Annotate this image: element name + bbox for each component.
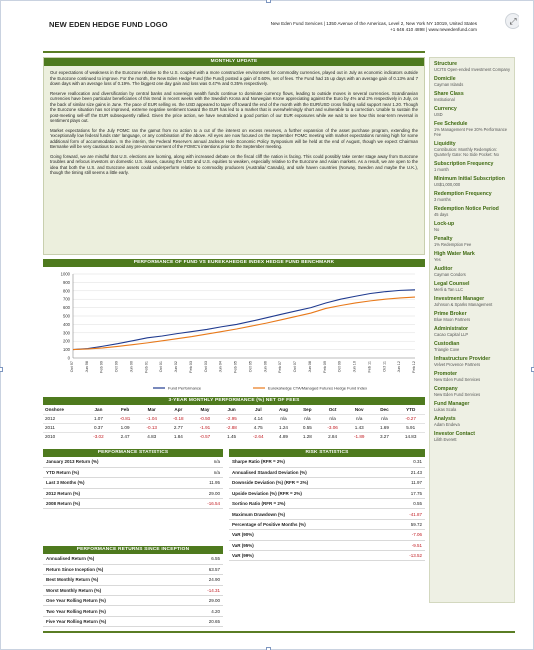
sidebar-item-label: Redemption Frequency bbox=[434, 191, 492, 197]
update-paragraph: Reserve reallocation and diversification by central banks and sovereign wealth funds continue to dominate currency flows, leading to outside moves in several currencies. Scandinavian currencies have been particular beneficiaries of this trend in recent weeks with the Swedish Krona and Norwegian Krone appreciating against the Euro by 4% and 2% respectively in July, on the back of similar size gains in June. The pace of EUR selling vs. the USD appeared to taper off toward the end of the month with the EUR/USD cross finding solid support near 1.20. Though the Eurozone situation has not improved, extreme negative sentiment toward the EUR has led to a market that is overwhelmingly short and vulnerable to a correction. Unable to sustain the post-meeting sell-off the EUR subsequently rallied. Given the price action, we have neutralized a good portion of our EUR exposures while we wait to see how this near-term reversal in sentiment plays out. bbox=[50, 90, 418, 123]
table-row bbox=[43, 606, 223, 616]
sidebar-item-label: Fund Manager bbox=[434, 401, 470, 407]
y-tick-label: 0 bbox=[67, 355, 70, 361]
sidebar-item-value: Triangle Cove bbox=[434, 347, 460, 352]
returns-since-inception-table bbox=[43, 554, 223, 627]
performance-chart bbox=[43, 259, 425, 395]
column-header: YTD bbox=[406, 406, 416, 412]
table-row bbox=[43, 499, 223, 509]
stat-label: 2012 Return (%) bbox=[43, 488, 183, 498]
stat-value: 63.57 bbox=[183, 564, 223, 574]
sidebar-item bbox=[434, 251, 510, 262]
column-header: Aug bbox=[279, 406, 288, 412]
column-header: Mar bbox=[147, 406, 156, 412]
sidebar-item-value: Cayman Condors bbox=[434, 272, 466, 277]
table-cell: -0.81 bbox=[112, 414, 139, 423]
sidebar-item-value: Lukas Scala bbox=[434, 407, 457, 412]
sidebar-item-value: Blue Moon Partners bbox=[434, 317, 471, 322]
stat-label: Best Monthly Return (%) bbox=[43, 575, 183, 585]
stat-label: January 2013 Return (%) bbox=[43, 457, 183, 467]
table-cell: 2010 bbox=[43, 432, 85, 441]
section-title: MONTHLY UPDATE bbox=[44, 58, 424, 66]
stat-value: 29.00 bbox=[183, 488, 223, 498]
y-tick-label: 500 bbox=[63, 313, 70, 319]
y-tick-label: 100 bbox=[63, 347, 70, 353]
sidebar-item bbox=[434, 296, 510, 307]
table-cell: -3.02 bbox=[85, 432, 112, 441]
y-tick-label: 400 bbox=[63, 321, 70, 327]
expand-icon[interactable]: ⤢ bbox=[505, 13, 519, 29]
table-cell: 1.43 bbox=[346, 423, 373, 432]
stat-label: VaR (95%) bbox=[229, 540, 385, 550]
stat-value: 11.97 bbox=[385, 478, 425, 488]
sidebar-item-value: Lilith Everett bbox=[434, 437, 457, 442]
table-cell: 2.84 bbox=[319, 432, 346, 441]
x-tick-label: Feb 05 bbox=[233, 361, 238, 373]
stat-value: 11.95 bbox=[183, 478, 223, 488]
table-cell: 1.09 bbox=[112, 423, 139, 432]
sidebar-item-value: Yes bbox=[434, 257, 441, 262]
stat-value: -41.87 bbox=[385, 509, 425, 519]
sidebar-item-value: UCITS Open-ended Investment Company bbox=[434, 67, 510, 72]
sidebar-item bbox=[434, 356, 510, 367]
table-cell: -2.95 bbox=[218, 414, 245, 423]
table-cell: -1.91 bbox=[192, 423, 219, 432]
sidebar-item bbox=[434, 161, 510, 172]
column-header: May bbox=[200, 406, 210, 412]
sidebar-item-label: Liquidity bbox=[434, 141, 456, 147]
stat-value: n/a bbox=[183, 467, 223, 477]
table-cell: 1.69 bbox=[373, 423, 397, 432]
table-row bbox=[43, 554, 223, 564]
table-cell: -0.50 bbox=[192, 414, 219, 423]
address-line-2: +1 646 410 4898 | www.newedenfund.com bbox=[390, 27, 477, 32]
table-cell: 2012 bbox=[43, 414, 85, 423]
table-cell: -3.06 bbox=[319, 423, 346, 432]
x-tick-label: Oct 01 bbox=[159, 361, 164, 373]
stat-value: -9.51 bbox=[385, 540, 425, 550]
sidebar-item-value: 1% Redemption Fee bbox=[434, 242, 472, 247]
table-row bbox=[43, 585, 223, 595]
table-cell: 0.55 bbox=[295, 423, 319, 432]
sidebar-item bbox=[434, 281, 510, 292]
stat-value: 21.43 bbox=[385, 467, 425, 477]
y-tick-label: 1000 bbox=[60, 271, 70, 277]
sidebar-item-label: Structure bbox=[434, 61, 458, 67]
legend-entry: Fund Performance bbox=[168, 385, 202, 391]
sidebar-item bbox=[434, 61, 510, 72]
resize-handle-top[interactable] bbox=[266, 0, 271, 3]
legend-entry: Eurekahedge CTA/Managed Futures Hedge Fund Index bbox=[268, 385, 368, 391]
sidebar-item bbox=[434, 386, 510, 397]
table-row bbox=[229, 551, 425, 561]
x-tick-label: Oct 05 bbox=[248, 361, 253, 373]
sidebar-item bbox=[434, 326, 510, 337]
x-tick-label: Feb 11 bbox=[367, 361, 372, 373]
table-cell: 4.89 bbox=[272, 432, 296, 441]
table-cell: -1.89 bbox=[346, 432, 373, 441]
table-cell: 4.14 bbox=[245, 414, 272, 423]
stat-value: -7.06 bbox=[385, 530, 425, 540]
table-row bbox=[229, 499, 425, 509]
table-row bbox=[229, 519, 425, 529]
risk-statistics bbox=[229, 449, 425, 561]
sidebar-item-value: 45 days bbox=[434, 212, 449, 217]
sidebar-item bbox=[434, 416, 510, 427]
x-tick-label: Jun 12 bbox=[397, 361, 402, 373]
sidebar-item-label: Subscription Frequency bbox=[434, 161, 494, 167]
x-tick-label: Jun 04 bbox=[218, 361, 223, 373]
table-row bbox=[43, 616, 223, 626]
sidebar-item-label: Custodian bbox=[434, 341, 460, 347]
sidebar-item bbox=[434, 371, 510, 382]
x-tick-label: Oct 99 bbox=[114, 361, 119, 373]
table-cell: 1.28 bbox=[295, 432, 319, 441]
x-tick-label: Oct 11 bbox=[382, 361, 387, 372]
x-tick-label: Oct 03 bbox=[203, 361, 208, 373]
table-cell: 3.27 bbox=[373, 432, 397, 441]
table-row bbox=[43, 488, 223, 498]
table-cell: n/a bbox=[346, 414, 373, 423]
sidebar-item bbox=[434, 191, 510, 202]
sidebar-item-label: Company bbox=[434, 386, 458, 392]
sidebar-item-value: Cacao Capital LLP bbox=[434, 332, 469, 337]
sidebar-item-value: Contribution: Monthly Redemption: Quarterly Gate: No Side Pocket: No bbox=[434, 147, 499, 157]
address-line-1: New Eden Fund Services | 1350 Avenue of the Americas, Level 2, New York NY 10019, United States bbox=[270, 21, 477, 26]
stat-value: -16.54 bbox=[183, 499, 223, 509]
sidebar-item-label: Investor Contact bbox=[434, 431, 475, 437]
table-row bbox=[229, 467, 425, 477]
y-tick-label: 800 bbox=[63, 288, 70, 294]
table-row bbox=[43, 457, 223, 467]
stat-label: Sharpe Ratio (RFR = 2%) bbox=[229, 457, 385, 467]
sidebar-item-label: High Water Mark bbox=[434, 251, 475, 257]
sidebar-item-label: Minimum Initial Subscription bbox=[434, 176, 505, 182]
stat-label: Worst Monthly Return (%) bbox=[43, 585, 183, 595]
sidebar-item bbox=[434, 401, 510, 412]
section-title: RISK STATISTICS bbox=[229, 449, 425, 457]
sidebar-item-label: Currency bbox=[434, 106, 457, 112]
sidebar-item-label: Infrastructure Provider bbox=[434, 356, 491, 362]
table-row bbox=[229, 457, 425, 467]
x-tick-label: Jun 10 bbox=[352, 361, 357, 373]
sidebar-item bbox=[434, 266, 510, 277]
monthly-update-section bbox=[43, 57, 425, 255]
performance-chart-svg bbox=[43, 268, 425, 394]
sidebar-item-value: New Eden Fund Services bbox=[434, 377, 481, 382]
table-row bbox=[43, 596, 223, 606]
table-cell: 2011 bbox=[43, 423, 85, 432]
table-cell: 1.45 bbox=[218, 432, 245, 441]
stat-label: Percentage of Positive Months (%) bbox=[229, 519, 385, 529]
fund-logo: NEW EDEN HEDGE FUND LOGO bbox=[49, 20, 168, 29]
stat-label: Sortino Ratio (RFR = 2%) bbox=[229, 499, 385, 509]
stat-value: 0.55 bbox=[385, 499, 425, 509]
stat-label: Maximum Drawdown (%) bbox=[229, 509, 385, 519]
sidebar-item bbox=[434, 91, 510, 102]
table-row bbox=[43, 414, 425, 423]
table-cell: 0.37 bbox=[85, 423, 112, 432]
column-header: Sep bbox=[303, 406, 312, 412]
sidebar-item-value: New Eden Fund Services bbox=[434, 392, 481, 397]
x-tick-label: Oct 07 bbox=[293, 361, 298, 373]
y-tick-label: 600 bbox=[63, 305, 70, 311]
sidebar-item-value: USD bbox=[434, 112, 443, 117]
table-cell: -0.27 bbox=[396, 414, 425, 423]
stat-label: Upside Deviation (%) (RFR = 2%) bbox=[229, 488, 385, 498]
x-tick-label: Oct 97 bbox=[70, 361, 74, 373]
table-cell: 4.75 bbox=[245, 423, 272, 432]
sidebar-item-label: Administrator bbox=[434, 326, 469, 332]
monthly-performance-table bbox=[43, 405, 425, 441]
table-cell: 5.91 bbox=[396, 423, 425, 432]
sidebar-item-value: 1 month bbox=[434, 167, 449, 172]
x-tick-label: Feb 09 bbox=[322, 361, 327, 373]
x-tick-label: Feb 03 bbox=[188, 361, 193, 373]
sidebar-item bbox=[434, 121, 510, 137]
monthly-update-text bbox=[44, 66, 424, 176]
stat-value: 24.90 bbox=[183, 575, 223, 585]
table-cell: -0.13 bbox=[138, 423, 165, 432]
sidebar-item-value: Johnson & Sparks Management bbox=[434, 302, 493, 307]
table-cell: n/a bbox=[295, 414, 319, 423]
y-tick-label: 200 bbox=[63, 338, 70, 344]
column-header: Jul bbox=[254, 406, 262, 412]
stat-label: Annualised Standard Deviation (%) bbox=[229, 467, 385, 477]
table-cell: -1.04 bbox=[138, 414, 165, 423]
table-cell: 14.83 bbox=[396, 432, 425, 441]
table-row bbox=[43, 423, 425, 432]
table-cell: -2.88 bbox=[218, 423, 245, 432]
table-row bbox=[229, 540, 425, 550]
sidebar-item-value: Merli & Tan LLC bbox=[434, 287, 464, 292]
risk-statistics-table bbox=[229, 457, 425, 561]
stat-label: Five Year Rolling Return (%) bbox=[43, 616, 183, 626]
sidebar-item-label: Auditor bbox=[434, 266, 453, 272]
stat-label: Return Since Inception (%) bbox=[43, 564, 183, 574]
sidebar-item-label: Prime Broker bbox=[434, 311, 467, 317]
stat-value: 6.55 bbox=[183, 554, 223, 564]
resize-handle-left[interactable] bbox=[0, 367, 3, 372]
column-header: Dec bbox=[380, 406, 389, 412]
table-row bbox=[229, 488, 425, 498]
table-cell: -0.18 bbox=[165, 414, 192, 423]
table-cell: n/a bbox=[373, 414, 397, 423]
x-tick-label: Feb 12 bbox=[412, 361, 416, 373]
column-header: Onshore bbox=[45, 406, 64, 412]
factsheet-page bbox=[27, 13, 519, 643]
table-row bbox=[229, 509, 425, 519]
page-header bbox=[27, 13, 519, 45]
sidebar-item-value: No bbox=[434, 227, 440, 232]
sidebar-item-label: Legal Counsel bbox=[434, 281, 470, 287]
fund-details-sidebar bbox=[429, 57, 515, 603]
sidebar-item-label: Redemption Notice Period bbox=[434, 206, 499, 212]
stat-label: Last 3 Months (%) bbox=[43, 478, 183, 488]
table-cell: -0.57 bbox=[192, 432, 219, 441]
contact-address bbox=[207, 21, 477, 33]
table-row bbox=[43, 432, 425, 441]
x-tick-label: Jun 00 bbox=[129, 361, 134, 373]
sidebar-item-value: 1% Management Fee 20% Performance Fee bbox=[434, 127, 508, 137]
update-paragraph: Our expectations of weakness in the Eurozone relative to the U.S. coupled with a more constructive environment for commodity currencies, played out in July as economic indicators outside the Eurozone continued to improve. For the month, the New Eden Hedge Fund (the Fund) posted a gain of 0.60%, net of fees. The Fund had 15 up days with an average gain of 0.13% and 7 down days with an average loss of 0.19%. The biggest one day gain and loss was 0.47% and 0.35% respectively. bbox=[50, 70, 418, 86]
table-cell: 1.07 bbox=[85, 414, 112, 423]
table-cell: 1.84 bbox=[165, 432, 192, 441]
table-row bbox=[43, 564, 223, 574]
column-header: Nov bbox=[354, 406, 364, 412]
y-tick-label: 700 bbox=[63, 296, 70, 302]
section-title: 3-YEAR MONTHLY PERFORMANCE (%) NET OF FEES bbox=[43, 397, 425, 405]
table-cell: 4.83 bbox=[138, 432, 165, 441]
sidebar-item-label: Lock-up bbox=[434, 221, 455, 227]
sidebar-item bbox=[434, 176, 510, 187]
sidebar-item-label: Investment Manager bbox=[434, 296, 485, 302]
stat-value: 20.65 bbox=[183, 616, 223, 626]
column-header: Jan bbox=[94, 406, 103, 412]
stat-value: n/a bbox=[183, 457, 223, 467]
y-tick-label: 300 bbox=[63, 330, 70, 336]
stat-label: VaR (90%) bbox=[229, 530, 385, 540]
series-line bbox=[73, 290, 415, 350]
table-cell: n/a bbox=[272, 414, 296, 423]
sidebar-item-value: Adam Endeva bbox=[434, 422, 460, 427]
stat-value: 29.00 bbox=[183, 596, 223, 606]
stat-label: Annualised Return (%) bbox=[43, 554, 183, 564]
stat-label: Two Year Rolling Return (%) bbox=[43, 606, 183, 616]
table-cell: 2.77 bbox=[165, 423, 192, 432]
x-tick-label: Jun 98 bbox=[84, 361, 89, 373]
x-tick-label: Jun 02 bbox=[174, 361, 179, 373]
section-title: PERFORMANCE RETURNS SINCE INCEPTION bbox=[43, 546, 223, 554]
sidebar-item-label: Share Class bbox=[434, 91, 464, 97]
table-row bbox=[43, 478, 223, 488]
sidebar-item bbox=[434, 341, 510, 352]
sidebar-item bbox=[434, 236, 510, 247]
stat-value: 4.20 bbox=[183, 606, 223, 616]
returns-since-inception bbox=[43, 546, 223, 627]
stat-label: VaR (99%) bbox=[229, 551, 385, 561]
stat-value: -13.52 bbox=[385, 551, 425, 561]
stat-value: -14.31 bbox=[183, 585, 223, 595]
sidebar-item-label: Domicile bbox=[434, 76, 456, 82]
sidebar-item-value: Velvet Provence Partners bbox=[434, 362, 481, 367]
column-header: Feb bbox=[120, 406, 130, 412]
sidebar-item bbox=[434, 76, 510, 87]
performance-statistics-table bbox=[43, 457, 223, 509]
stat-value: 17.75 bbox=[385, 488, 425, 498]
x-tick-label: Oct 09 bbox=[337, 361, 342, 373]
footer-divider bbox=[43, 631, 515, 633]
x-tick-label: Jun 08 bbox=[307, 361, 312, 373]
column-header: Jun bbox=[227, 406, 236, 412]
sidebar-item-value: Institutional bbox=[434, 97, 455, 102]
table-row bbox=[43, 467, 223, 477]
table-cell: 1.24 bbox=[272, 423, 296, 432]
performance-statistics bbox=[43, 449, 223, 509]
stat-label: Downside Deviation (%) (RFR = 2%) bbox=[229, 478, 385, 488]
sidebar-item-label: Penalty bbox=[434, 236, 453, 242]
x-tick-label: Feb 07 bbox=[278, 361, 283, 373]
column-header: Apr bbox=[174, 406, 183, 412]
sidebar-item-label: Analysts bbox=[434, 416, 456, 422]
table-cell: n/a bbox=[319, 414, 346, 423]
sidebar-item bbox=[434, 206, 510, 217]
sidebar-item-value: Cayman Islands bbox=[434, 82, 464, 87]
table-cell: -2.64 bbox=[245, 432, 272, 441]
stat-label: One Year Rolling Return (%) bbox=[43, 596, 183, 606]
sidebar-item bbox=[434, 106, 510, 117]
x-tick-label: Jun 06 bbox=[263, 361, 268, 373]
stat-value: 59.72 bbox=[385, 519, 425, 529]
header-divider bbox=[43, 51, 425, 53]
stat-label: 2008 Return (%) bbox=[43, 499, 183, 509]
sidebar-item-value: 3 months bbox=[434, 197, 451, 202]
sidebar-item-value: US$1,000,000 bbox=[434, 182, 461, 187]
sidebar-item bbox=[434, 141, 510, 157]
sidebar-item bbox=[434, 311, 510, 322]
table-row bbox=[229, 530, 425, 540]
table-cell: 2.47 bbox=[112, 432, 139, 441]
y-tick-label: 900 bbox=[63, 279, 70, 285]
sidebar-item bbox=[434, 221, 510, 232]
column-header: Oct bbox=[328, 406, 337, 412]
x-tick-label: Feb 99 bbox=[99, 361, 104, 373]
stat-value: 0.31 bbox=[385, 457, 425, 467]
update-paragraph: Going forward, we are mindful that U.S. elections are looming, along with increased debate on the fiscal cliff the nation is facing. This could possibly take center stage away from Eurozone troubles and refocus investors on domestic U.S. issues, causing the USD and U.S. equities to weaken, especially relative to the Eurozone and Asian markets. As a result, we are open to the idea that both the U.S. and Eurozone assets could underperform relative to commodity producers (Australia/ Canada), and safe haven countries (Norway, Sweden and maybe the U.K.), though the timing still seems a little early. bbox=[50, 153, 418, 175]
sidebar-item bbox=[434, 431, 510, 442]
stat-label: YTD Return (%) bbox=[43, 467, 183, 477]
section-title: PERFORMANCE STATISTICS bbox=[43, 449, 223, 457]
update-paragraph: Market expectations for the July FOMC ran the gamut from no action to a cut of the interest on excess reserves, a further expansion of the asset purchase program, extending the 'exceptionally low federal funds rate' language, or any combination of the above. All eyes are now focused on the September FOMC meeting with market expectations running high for some additional form of accommodation. In the interim, the Federal Reserve's annual Jackson Hole Economic Policy Symposium will be held at the end of August, though we expect Chairman Bernanke will be very cautious to avoid any pre-announcement of the FOMC's intentions prior to the September meeting. bbox=[50, 127, 418, 149]
x-tick-label: Feb 01 bbox=[144, 361, 149, 373]
chart-title: PERFORMANCE OF FUND VS EUREKAHEDGE INDEX HEDGE FUND BENCHMARK bbox=[43, 259, 425, 267]
sidebar-item-label: Promoter bbox=[434, 371, 458, 377]
three-year-performance bbox=[43, 397, 425, 441]
table-row bbox=[43, 575, 223, 585]
table-row bbox=[229, 478, 425, 488]
sidebar-item-label: Fee Schedule bbox=[434, 121, 468, 127]
